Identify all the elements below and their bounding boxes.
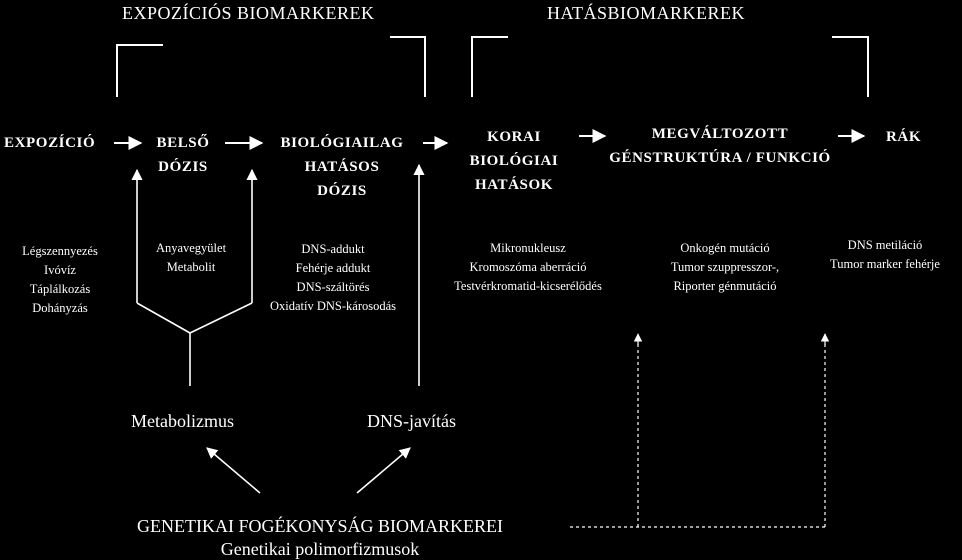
effect-biomarkers-header: HATÁSBIOMARKEREK [547, 3, 746, 23]
genetic-susceptibility-title: GENETIKAI FOGÉKONYSÁG BIOMARKEREI [137, 516, 503, 536]
cancer-list [812, 236, 958, 274]
list-item: Tumor marker fehérje [830, 257, 940, 271]
stage-altered-structure-line-1: MEGVÁLTOZOTT [651, 126, 789, 142]
early-effects-list [428, 239, 628, 296]
arrow-susceptibility-to-dna-repair [357, 448, 410, 493]
metabolism-label: Metabolizmus [131, 411, 234, 431]
arrow-susceptibility-to-metabolism [207, 448, 260, 493]
effect-bracket [472, 37, 868, 97]
stage-altered-structure [585, 122, 855, 170]
list-item: Mikronukleusz [490, 241, 566, 255]
susceptibility-dashed-line [570, 338, 825, 527]
list-item: Anyavegyület [155, 241, 227, 255]
stage-effective-dose [263, 131, 421, 203]
list-item: Metabolit [166, 260, 216, 274]
list-item: Oxidatív DNS-károsodás [269, 299, 397, 313]
list-item: DNS metiláció [847, 238, 923, 252]
stage-effective-dose-line-1: BIOLÓGIAILAG [280, 135, 404, 151]
list-item: DNS-addukt [301, 242, 365, 256]
list-item: Dohányzás [32, 301, 88, 315]
list-item: Testvérkromatid-kicserélődés [454, 279, 602, 293]
exposure-sources-list [0, 242, 120, 318]
exposure-biomarkers-header: EXPOZÍCIÓS BIOMARKEREK [122, 3, 375, 23]
internal-dose-list [133, 239, 249, 277]
dna-repair-label: DNS-javítás [367, 411, 456, 431]
list-item: Fehérje addukt [295, 261, 371, 275]
list-item: Táplálkozás [29, 282, 91, 296]
altered-structure-list [640, 239, 810, 296]
stage-internal-dose-line-1: BELSŐ [156, 135, 210, 151]
stage-internal-dose-line-2: DÓZIS [158, 159, 208, 175]
list-item: Onkogén mutáció [680, 241, 770, 255]
stage-effective-dose-line-3: DÓZIS [317, 183, 367, 199]
list-item: Riporter génmutáció [673, 279, 777, 293]
list-item: Tumor szuppresszor-, [670, 260, 780, 274]
stage-internal-dose [142, 131, 224, 179]
genetic-susceptibility-subtitle: Genetikai polimorfizmusok [220, 539, 420, 559]
stage-early-effects-line-3: HATÁSOK [474, 177, 554, 193]
stage-early-effects-line-1: KORAI [487, 129, 541, 145]
list-item: Ivóvíz [44, 263, 76, 277]
list-item: Kromoszóma aberráció [469, 260, 587, 274]
stage-effective-dose-line-2: HATÁSOS [304, 159, 380, 175]
metabolism-fork [137, 303, 252, 386]
list-item: DNS-száltörés [296, 280, 370, 294]
stage-cancer: RÁK [886, 129, 922, 145]
effective-dose-list [250, 240, 416, 316]
list-item: Légszennyezés [22, 244, 98, 258]
stage-early-effects-line-2: BIOLÓGIAI [469, 153, 559, 169]
stage-exposure: EXPOZÍCIÓ [4, 135, 96, 151]
exposure-bracket [117, 37, 425, 97]
stage-early-effects [452, 125, 576, 197]
genetic-susceptibility-block [80, 515, 560, 560]
stage-altered-structure-line-2: GÉNSTRUKTÚRA / FUNKCIÓ [609, 150, 831, 166]
